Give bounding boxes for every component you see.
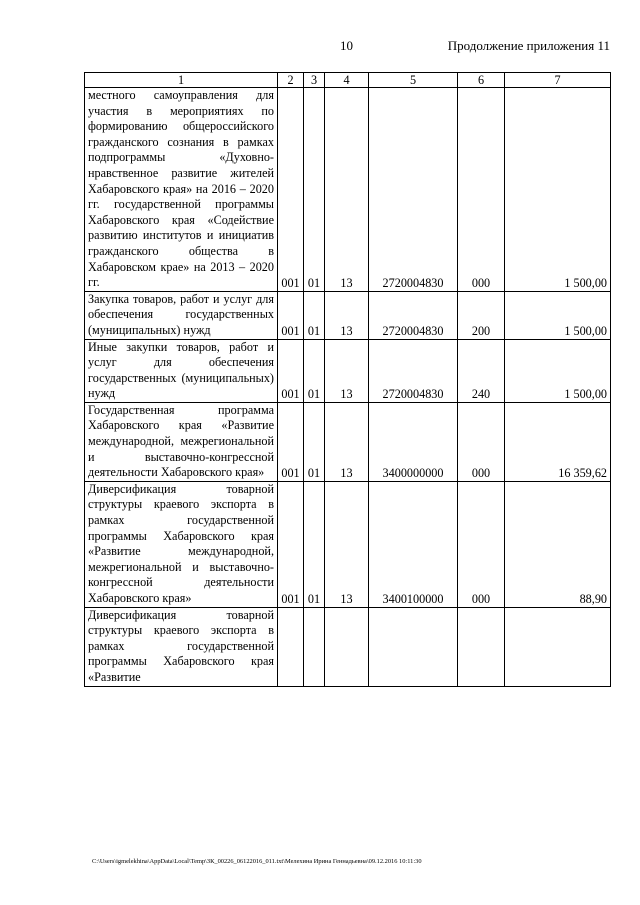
page-number: 10 (340, 38, 353, 53)
row-code-6: 000 (458, 481, 505, 607)
table-header-row (85, 73, 611, 88)
row-code-5: 2720004830 (369, 291, 458, 339)
row-code-5 (369, 607, 458, 686)
row-code-4: 13 (325, 402, 369, 481)
row-name: Государственная программа Хабаровского края «Развитие международной, межрегиональной и выставочно-конгрессной деятельности Хабаровского края» (85, 402, 278, 481)
appendix-continuation-label: Продолжение приложения 11 (447, 38, 610, 53)
row-code-4: 13 (325, 88, 369, 292)
row-code-3 (304, 607, 325, 686)
row-code-5: 3400100000 (369, 481, 458, 607)
row-code-4: 13 (325, 481, 369, 607)
row-code-6: 000 (458, 402, 505, 481)
row-code-6: 200 (458, 291, 505, 339)
row-amount: 1 500,00 (505, 339, 611, 402)
budget-table (84, 72, 611, 687)
row-name: Иные закупки товаров, работ и услуг для обеспечения государственных (муниципальных) нужд (85, 339, 278, 402)
row-code-4: 13 (325, 291, 369, 339)
row-name: местного самоуправления для участия в мероприятиях по формированию общероссийского гражданского сознания в рамках подпрограммы «Духовно-нравственное развитие жителей Хабаровского края» на 2016 – 2020 гг. государственной программы Хабаровского края «Содействие развитию институтов и инициатив гражданского общества в Хабаровском крае» на 2013 – 2020 гг. (85, 88, 278, 292)
table-row (85, 607, 611, 686)
table-row (85, 402, 611, 481)
table-row (85, 339, 611, 402)
row-name: Диверсификация товарной структуры краевого экспорта в рамках государственной программы Хабаровского края «Развитие (85, 607, 278, 686)
row-code-6 (458, 607, 505, 686)
row-amount (505, 607, 611, 686)
row-code-3: 01 (304, 402, 325, 481)
row-code-6: 000 (458, 88, 505, 292)
row-code-5: 3400000000 (369, 402, 458, 481)
row-code-2: 001 (278, 291, 304, 339)
table-row (85, 291, 611, 339)
row-code-4 (325, 607, 369, 686)
column-header-6: 6 (458, 73, 505, 88)
row-name: Закупка товаров, работ и услуг для обеспечения государственных (муниципальных) нужд (85, 291, 278, 339)
column-header-1: 1 (85, 73, 278, 88)
row-code-3: 01 (304, 291, 325, 339)
column-header-7: 7 (505, 73, 611, 88)
row-name: Диверсификация товарной структуры краевого экспорта в рамках государственной программы Хабаровского края «Развитие международной, межрегиональной и выставочно-конгрессной деятельности Хабаровского края» (85, 481, 278, 607)
column-header-2: 2 (278, 73, 304, 88)
row-code-2: 001 (278, 88, 304, 292)
table-row (85, 481, 611, 607)
row-amount: 88,90 (505, 481, 611, 607)
row-code-3: 01 (304, 88, 325, 292)
row-code-4: 13 (325, 339, 369, 402)
row-amount: 1 500,00 (505, 88, 611, 292)
column-header-4: 4 (325, 73, 369, 88)
file-path-footer: C:\Users\igmelekhina\AppData\Local\Temp\ЗК_00226_06122016_011.txt\Мелехина Ирина Геннадьевна\09.12.2016 10:11:30 (92, 858, 422, 865)
row-code-6: 240 (458, 339, 505, 402)
row-amount: 16 359,62 (505, 402, 611, 481)
row-code-3: 01 (304, 481, 325, 607)
table-row (85, 88, 611, 292)
column-header-3: 3 (304, 73, 325, 88)
column-header-5: 5 (369, 73, 458, 88)
row-code-5: 2720004830 (369, 88, 458, 292)
row-code-2: 001 (278, 402, 304, 481)
row-code-2: 001 (278, 339, 304, 402)
row-code-3: 01 (304, 339, 325, 402)
row-code-2 (278, 607, 304, 686)
row-amount: 1 500,00 (505, 291, 611, 339)
row-code-5: 2720004830 (369, 339, 458, 402)
row-code-2: 001 (278, 481, 304, 607)
